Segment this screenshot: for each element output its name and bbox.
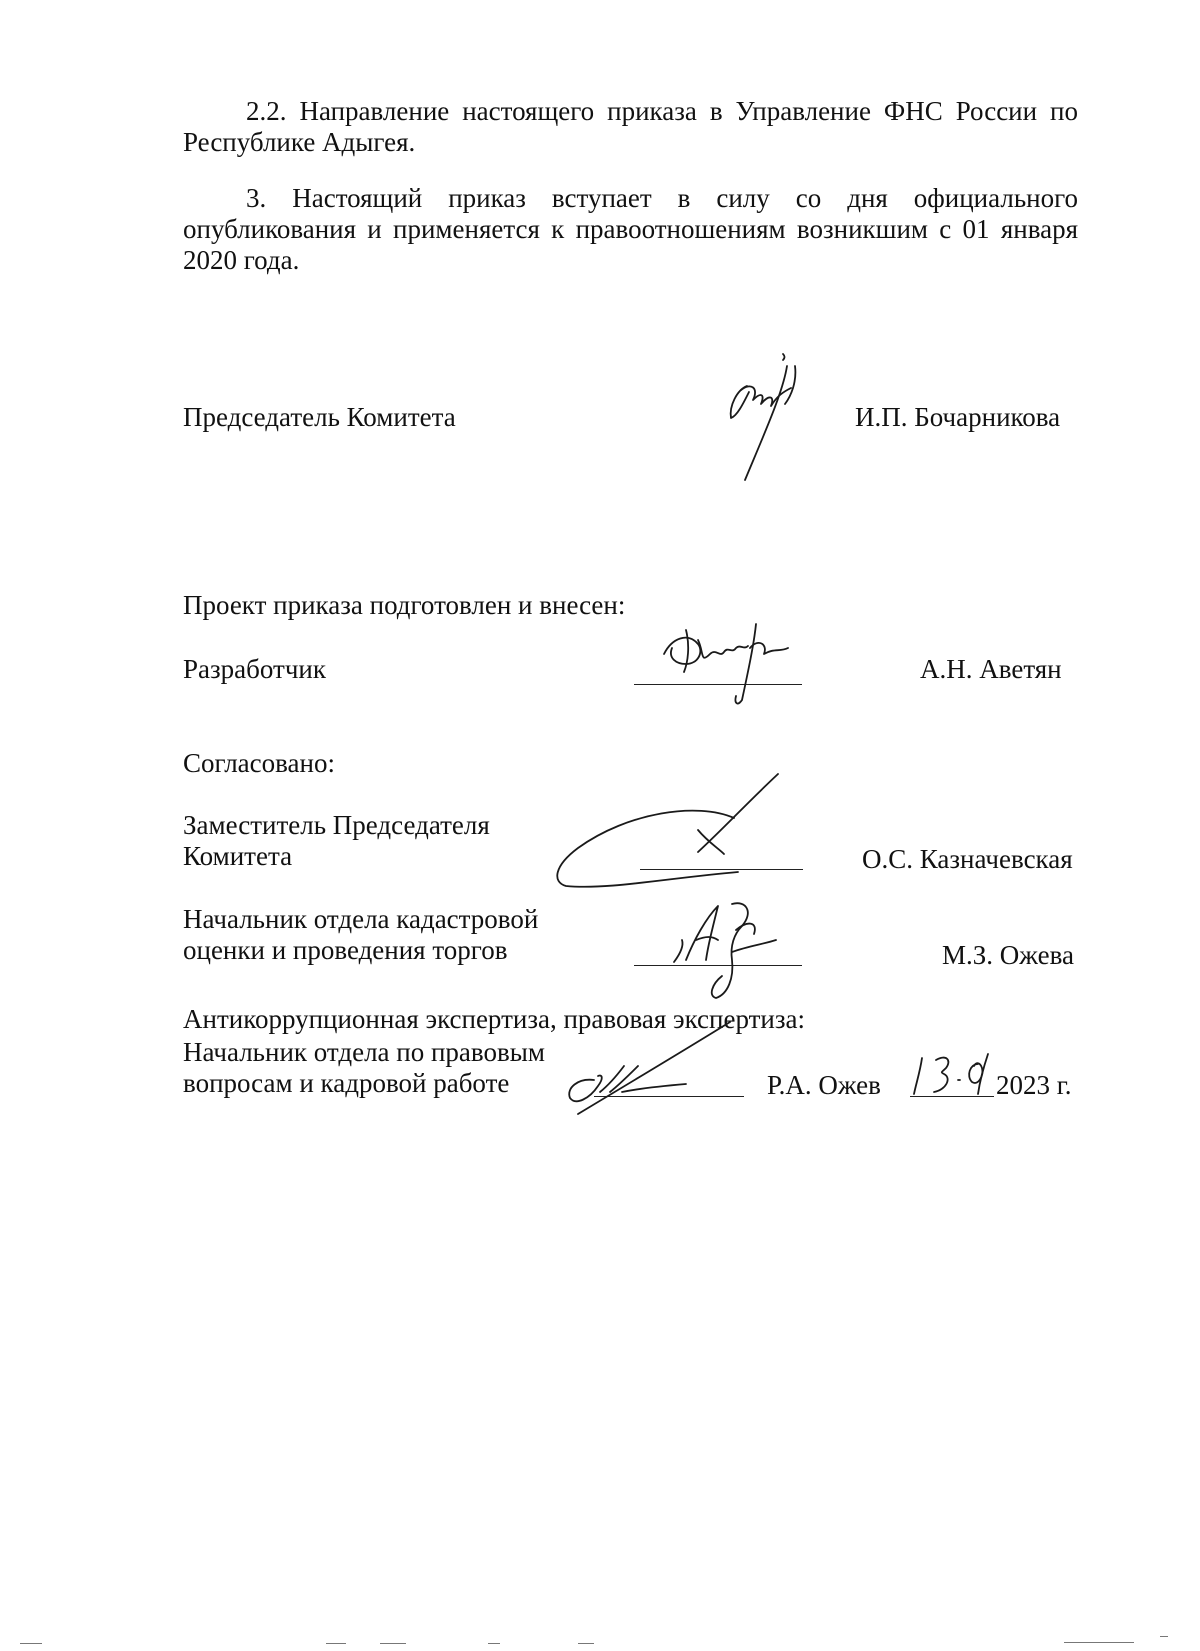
scan-mark — [488, 1643, 500, 1644]
deputy-signature — [548, 772, 788, 892]
expertise-title: Антикоррупционная экспертиза, правовая экспертиза: — [183, 1004, 806, 1034]
developer-signature — [658, 618, 808, 708]
developer-role: Разработчик — [183, 654, 326, 684]
expertise-role-line-2: вопросам и кадровой работе — [183, 1068, 510, 1098]
chairman-name: И.П. Бочарникова — [855, 402, 1061, 432]
expertise-signature — [558, 1018, 738, 1118]
deputy-role — [183, 810, 490, 872]
expertise-role — [183, 1037, 545, 1099]
agreed-label: Согласовано: — [183, 748, 335, 778]
paragraph-3-text: 3. Настоящий приказ вступает в силу со дня официального опубликования и применяется к правоотношениям возникшим с 01 января 2020 года. — [183, 183, 1078, 275]
scan-mark — [20, 1643, 42, 1644]
chairman-signature — [725, 352, 825, 482]
paragraph-3 — [183, 183, 1078, 276]
scan-mark — [578, 1643, 594, 1644]
expertise-role-line-1: Начальник отдела по правовым — [183, 1037, 545, 1067]
date-handwritten — [912, 1050, 1002, 1100]
scan-mark — [1064, 1642, 1134, 1643]
scan-mark — [326, 1643, 346, 1644]
deputy-name: О.С. Казначевская — [862, 844, 1073, 874]
project-intro: Проект приказа подготовлен и внесен: — [183, 590, 626, 620]
deputy-role-line-1: Заместитель Председателя — [183, 810, 490, 840]
paragraph-2-2-text: 2.2. Направление настоящего приказа в Управление ФНС России по Республике Адыгея. — [183, 96, 1078, 157]
scan-mark — [380, 1643, 406, 1644]
developer-name: А.Н. Аветян — [920, 654, 1062, 684]
cadastral-head-role-line-1: Начальник отдела кадастровой — [183, 904, 539, 934]
paragraph-2-2 — [183, 96, 1078, 158]
cadastral-head-role-line-2: оценки и проведения торгов — [183, 935, 508, 965]
cadastral-head-signature — [672, 900, 792, 1000]
cadastral-head-name: М.З. Ожева — [942, 940, 1074, 970]
expertise-name: Р.А. Ожев — [767, 1070, 881, 1100]
date-suffix: 2023 г. — [996, 1070, 1072, 1100]
chairman-role: Председатель Комитета — [183, 402, 456, 432]
deputy-role-line-2: Комитета — [183, 841, 293, 871]
scan-mark — [1160, 1636, 1168, 1637]
cadastral-head-role — [183, 904, 538, 966]
